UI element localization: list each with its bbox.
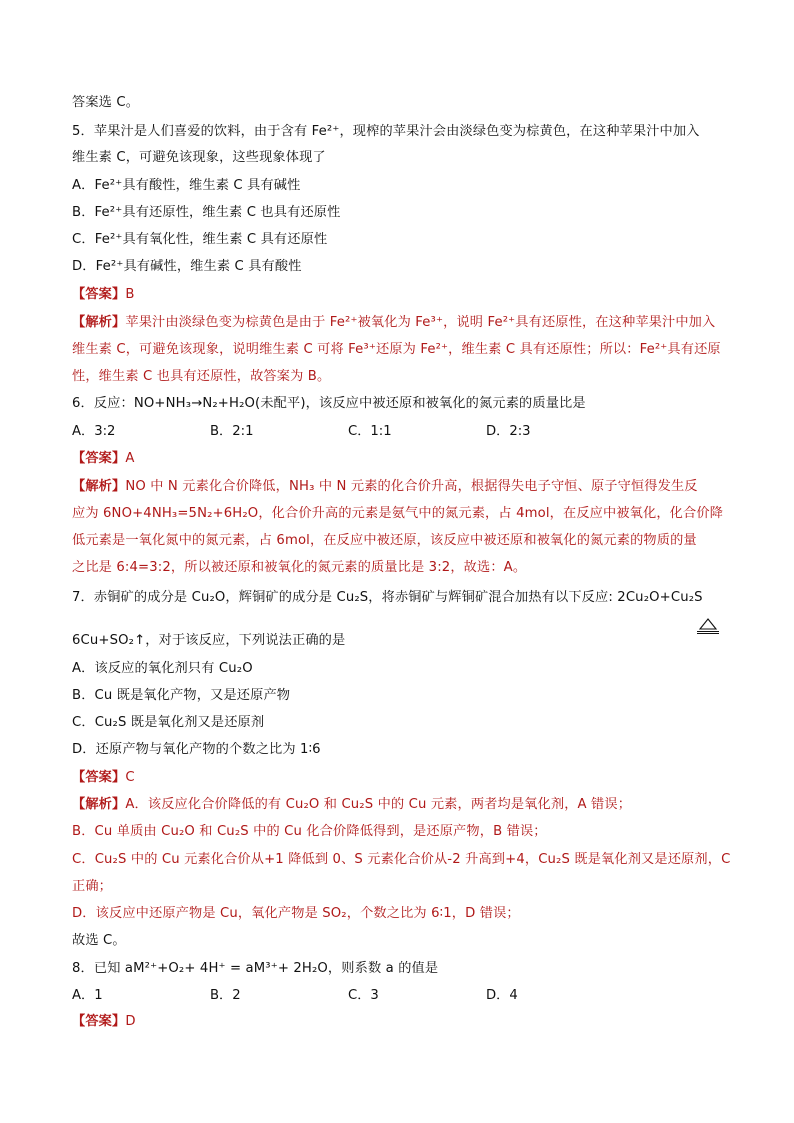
answer-text: NO 中 N 元素化合价降低，NH₃ 中 N 元素的化合价升高，根据得失电子守恒、原子守恒得发生反 bbox=[125, 479, 698, 494]
answer-label: 【答案】 bbox=[72, 770, 126, 785]
text-line: 维生素 C，可避免该现象，这些现象体现了 bbox=[72, 150, 326, 165]
text-line: 8．已知 aM²⁺+O₂+ 4H⁺ = aM³⁺+ 2H₂O，则系数 a 的值是 bbox=[72, 961, 439, 976]
answer-label: 【答案】 bbox=[72, 1014, 126, 1029]
text-line: 维生素 C，可避免该现象，说明维生素 C 可将 Fe³⁺还原为 Fe²⁺，维生素 C 具有还原性；所以：Fe²⁺具有还原 bbox=[72, 342, 721, 357]
text-line: B．Fe²⁺具有还原性，维生素 C 也具有还原性 bbox=[72, 205, 341, 220]
answer-label: 【解析】 bbox=[72, 797, 126, 812]
heating-triangle-icon bbox=[696, 617, 720, 635]
text-line: 5．苹果汁是人们喜爱的饮料，由于含有 Fe²⁺，现榨的苹果汁会由淡绿色变为棕黄色，在这种苹果汁中加入 bbox=[72, 124, 700, 139]
answer-label: 【答案】 bbox=[72, 287, 126, 302]
text-line: C．Cu₂S 中的 Cu 元素化合价从+1 降低到 0、S 元素化合价从-2 升高到+4，Cu₂S 既是氧化剂又是还原剂，C bbox=[72, 852, 731, 867]
choice-option: B．2 bbox=[210, 988, 241, 1003]
choice-option: D．4 bbox=[486, 988, 518, 1003]
answer-text: A bbox=[125, 451, 135, 466]
answer-text: 苹果汁由淡绿色变为棕黄色是由于 Fe²⁺被氧化为 Fe³⁺，说明 Fe²⁺具有还原性，在这种苹果汁中加入 bbox=[125, 315, 716, 330]
text-line: B．Cu 单质由 Cu₂O 和 Cu₂S 中的 Cu 化合价降低得到，是还原产物，B 错误； bbox=[72, 824, 547, 839]
text-line: 故选 C。 bbox=[72, 933, 126, 948]
choice-option: A．1 bbox=[72, 988, 103, 1003]
answer-line bbox=[72, 478, 698, 496]
text-line: 性，维生素 C 也具有还原性，故答案为 B。 bbox=[72, 369, 331, 384]
text-line: D．还原产物与氧化产物的个数之比为 1∶6 bbox=[72, 742, 321, 757]
text-line: A．Fe²⁺具有酸性，维生素 C 具有碱性 bbox=[72, 178, 301, 193]
text-line: A．该反应的氧化剂只有 Cu₂O bbox=[72, 661, 253, 676]
text-line: B．Cu 既是氧化产物，又是还原产物 bbox=[72, 688, 291, 703]
answer-line bbox=[72, 450, 135, 468]
text-line: 7．赤铜矿的成分是 Cu₂O，辉铜矿的成分是 Cu₂S，将赤铜矿与辉铜矿混合加热有以下反应: 2Cu₂O+Cu₂S bbox=[72, 590, 703, 605]
choice-option: D．2:3 bbox=[486, 424, 531, 439]
text-line: C．Cu₂S 既是氧化剂又是还原剂 bbox=[72, 715, 265, 730]
answer-text: A．该反应化合价降低的有 Cu₂O 和 Cu₂S 中的 Cu 元素，两者均是氧化剂，A 错误； bbox=[125, 797, 632, 812]
text-line: D．该反应中还原产物是 Cu，氧化产物是 SO₂，个数之比为 6∶1，D 错误； bbox=[72, 906, 520, 921]
answer-label: 【解析】 bbox=[72, 479, 126, 494]
text-line: 应为 6NO+4NH₃=5N₂+6H₂O，化合价升高的元素是氨气中的氮元素，占 4mol，在反应中被氧化，化合价降 bbox=[72, 506, 724, 521]
text-line: 低元素是一氧化氮中的氮元素，占 6mol，在反应中被还原，该反应中被还原和被氧化的氮元素的物质的量 bbox=[72, 533, 697, 548]
text-line: 正确； bbox=[72, 879, 113, 894]
text-line: 6．反应：NO+NH₃→N₂+H₂O(未配平)，该反应中被还原和被氧化的氮元素的质量比是 bbox=[72, 396, 586, 411]
answer-text: B bbox=[125, 287, 135, 302]
answer-text: D bbox=[125, 1014, 136, 1029]
answer-label: 【答案】 bbox=[72, 451, 126, 466]
answer-line bbox=[72, 796, 631, 814]
choice-option: B．2:1 bbox=[210, 424, 254, 439]
text-line: 答案选 C。 bbox=[72, 95, 140, 110]
choice-option: C．1:1 bbox=[348, 424, 392, 439]
text-line: 6Cu+SO₂↑，对于该反应，下列说法正确的是 bbox=[72, 633, 346, 648]
text-line: D．Fe²⁺具有碱性，维生素 C 具有酸性 bbox=[72, 259, 302, 274]
choice-option: A．3:2 bbox=[72, 424, 116, 439]
answer-text: C bbox=[125, 770, 135, 785]
choice-option: C．3 bbox=[348, 988, 379, 1003]
answer-line bbox=[72, 286, 135, 304]
answer-line bbox=[72, 1013, 136, 1031]
answer-line bbox=[72, 769, 135, 787]
text-line: C．Fe²⁺具有氧化性，维生素 C 具有还原性 bbox=[72, 232, 328, 247]
answer-line bbox=[72, 314, 715, 332]
text-line: 之比是 6:4=3:2，所以被还原和被氧化的氮元素的质量比是 3:2，故选：A。 bbox=[72, 560, 527, 575]
answer-label: 【解析】 bbox=[72, 315, 126, 330]
